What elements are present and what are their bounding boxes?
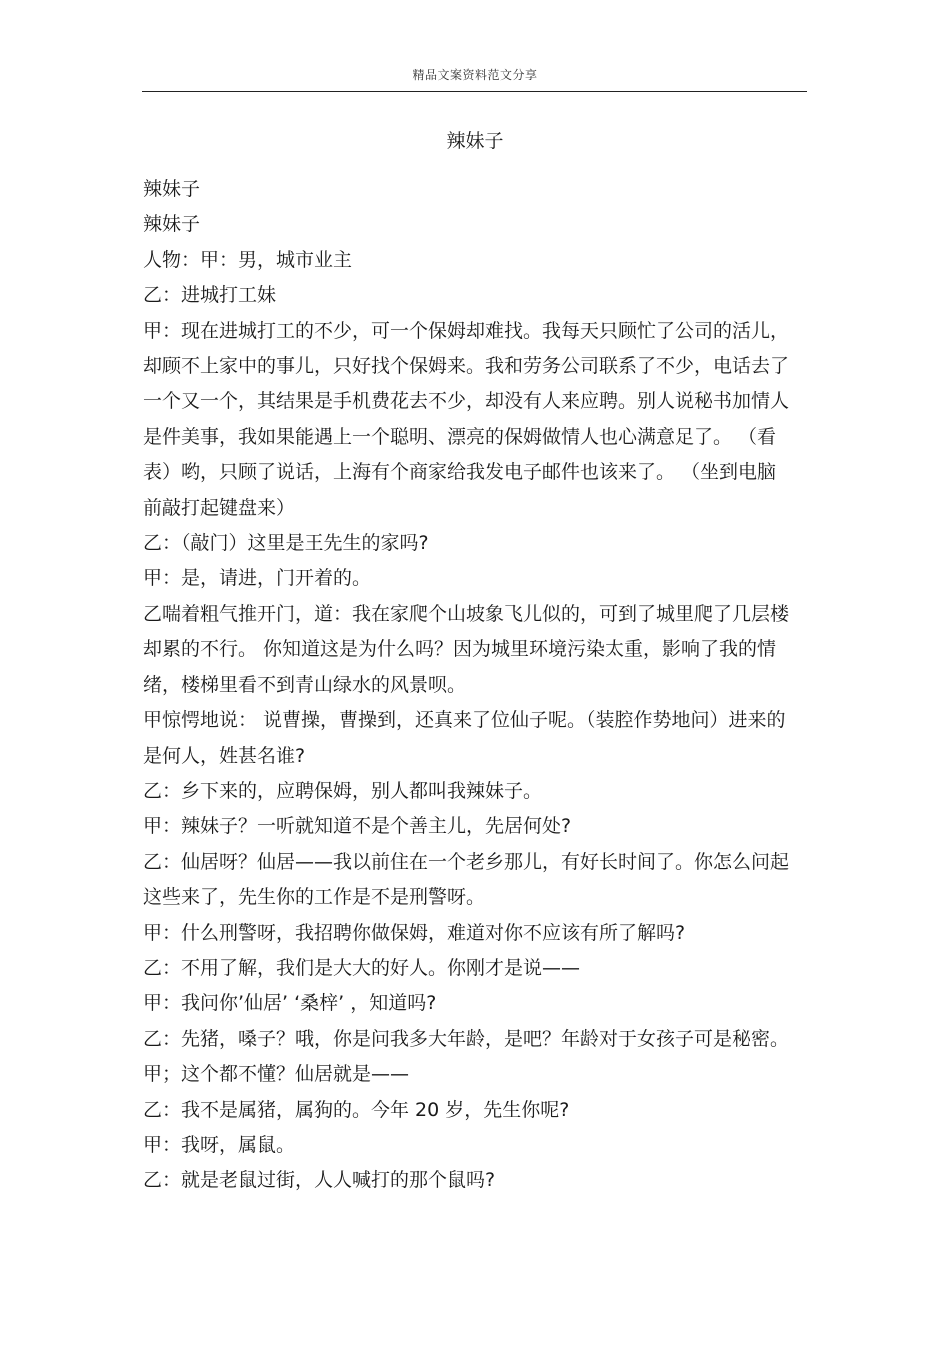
header-divider (142, 91, 807, 92)
paragraph: 甲：是，请进，门开着的。 (143, 567, 372, 590)
paragraph: 辣妹子 (143, 178, 201, 200)
paragraph: 甲惊愕地说： 说曹操，曹操到，还真来了位仙子呢。（装腔作势地问）进来的是何人，姓甚名谁? (143, 709, 786, 767)
paragraph: 乙：仙居呀？仙居——我以前住在一个老乡那儿，有好长时间了。你怎么问起这些来了，先生你的工作是不是刑警呀。 (143, 850, 790, 909)
paragraph: 乙：不用了解，我们是大大的好人。你刚才是说—— (143, 956, 581, 979)
paragraph: 乙喘着粗气推开门，道：我在家爬个山坡象飞儿似的，可到了城里爬了几层楼却累的不行。 你知道这是为什么吗？因为城里环境污染太重，影响了我的情绪，楼梯里看不到青山绿水的风景呗。 (143, 602, 790, 696)
document-title: 辣妹子 (446, 130, 504, 152)
paragraph: 乙：进城打工妹 (143, 284, 277, 307)
paragraph: 人物：甲：男，城市业主 (143, 248, 353, 271)
paragraph: 乙：就是老鼠过街，人人喊打的那个鼠吗? (143, 1169, 496, 1192)
paragraph: 乙：先猪，嗓子？哦，你是问我多大年龄，是吧？年龄对于女孩子可是秘密。 (143, 1027, 790, 1050)
paragraph: 甲；这个都不懂？仙居就是—— (143, 1063, 410, 1086)
paragraph: 乙：（敲门）这里是王先生的家吗? (143, 532, 429, 555)
paragraph: 甲：我呀，属鼠。 (143, 1133, 296, 1156)
paragraph: 辣妹子 (143, 213, 201, 236)
document-body (143, 172, 793, 1199)
page-header: 精品文案资料范文分享 (412, 68, 538, 82)
paragraph: 甲：什么刑警呀，我招聘你做保姆，难道对你不应该有所了解吗? (143, 921, 686, 944)
paragraph: 乙：我不是属猪，属狗的。今年 20 岁，先生你呢? (143, 1098, 570, 1121)
paragraph: 乙：乡下来的，应聘保姆，别人都叫我辣妹子。 (143, 779, 543, 802)
paragraph: 甲：现在进城打工的不少，可一个保姆却难找。我每天只顾忙了公司的活儿，却顾不上家中的事儿，只好找个保姆来。我和劳务公司联系了不少，电话去了一个又一个，其结果是手机费花去不少，却没有人来应聘。别人说秘书加情人是件美事，我如果能遇上一个聪明、漂亮的保姆做情人也心满意足了。 （看表）哟，只顾了说话，上海有个商家给我发电子邮件也该来了。 （坐到电脑前敲打起键盘来） (143, 319, 790, 519)
paragraph: 甲：辣妹子？一听就知道不是个善主儿，先居何处? (143, 815, 572, 838)
paragraph: 甲：我问你’仙居’ ‘桑梓’ ，知道吗? (143, 992, 437, 1015)
